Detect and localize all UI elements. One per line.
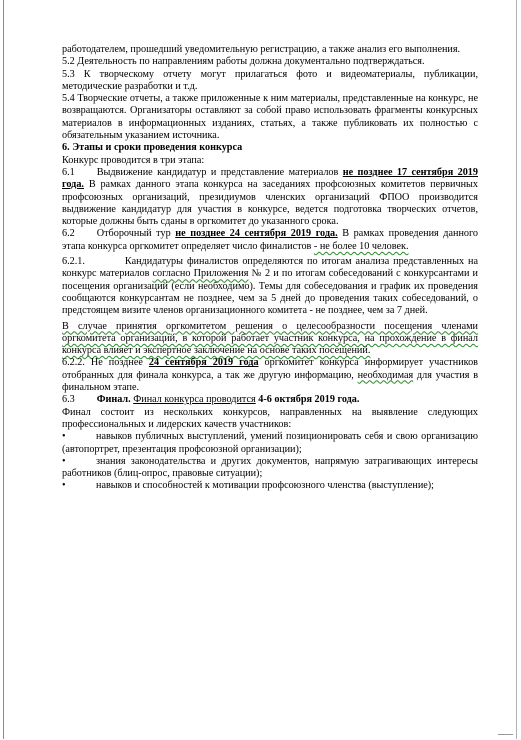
paragraph-6-2-2 <box>62 357 478 394</box>
paragraph-6-1-deadline: не позднее 17 сентября 2019 года. <box>62 166 478 191</box>
paragraph-6-2-1-text-a: Кандидатуры финалистов определяются по итогам анализа представленных на конкурс материалов <box>62 256 478 280</box>
bullet-text: навыков публичных выступлений, умений позиционировать себя и свою организацию (автопортрет, презентация профсоюзной организации); <box>62 431 478 455</box>
paragraph-6-3-number: 6.3 <box>62 394 75 406</box>
paragraph-6-2-text-a: Отборочный тур <box>96 228 176 240</box>
stages-intro: Конкурс проводится в три этапа: <box>62 154 205 166</box>
paragraph-final-intro: Финал состоит из нескольких конкурсов, направленных на выявление следующих профессиональных и лидерских качеств участников: <box>62 406 478 430</box>
page-left-edge <box>3 0 4 739</box>
paragraph-6-2-limit: - не более 10 человек. <box>313 240 409 252</box>
paragraph-6-1 <box>62 167 478 228</box>
paragraph-6-3-text: Финал конкурса проводится <box>133 394 256 406</box>
bullet-icon: • <box>62 455 66 467</box>
section-6-heading: 6. Этапы и сроки проведения конкурса <box>62 142 243 154</box>
bullet-item <box>62 456 478 481</box>
paragraph-6-2-1 <box>62 256 478 317</box>
paragraph-5-1-tail: работодателем, прошедший уведомительную регистрацию, а также анализ его выполнения. <box>62 44 461 55</box>
document-body <box>62 44 478 493</box>
paragraph-6-2 <box>62 228 478 253</box>
page-right-edge <box>516 0 517 739</box>
bullet-item <box>62 431 478 456</box>
paragraph-6-2-2-text-d: для участия в финальном этапе. <box>62 369 479 394</box>
bullet-icon: • <box>62 480 66 492</box>
paragraph-6-2-2-text-a: Не позднее <box>84 357 149 369</box>
paragraph-5-2: 5.2 Деятельность по направлениям работы должна документально подтверждаться. <box>62 56 425 68</box>
bullet-item <box>62 480 478 492</box>
paragraph-6-2-deadline: не позднее 24 сентября 2019 года. <box>175 228 338 240</box>
bullet-text: знания законодательства и других документов, напрямую затрагивающих интересы работников (блиц-опрос, правовые ситуации); <box>62 455 478 480</box>
paragraph-6-2-2-text-b: оргкомитет конкурса информирует участников отобранных для финала конкурса, а так же другую информацию, <box>62 357 478 381</box>
paragraph-6-2-2-number: 6.2.2. <box>62 357 85 369</box>
paragraph-6-3-title: Финал. <box>96 394 131 406</box>
paragraph-6-3 <box>62 394 478 406</box>
paragraph-6-2-1-number: 6.2.1. <box>62 256 85 268</box>
bullet-icon: • <box>62 431 66 443</box>
paragraph-6-1-text-b: В рамках данного этапа конкурса на заседаниях профсоюзных комитетов первичных профсоюзных организаций, президиумов членских организаций ФПОО производится выдвижение кандидатур для участия в конкурсе, ведется подготовка творческих отчетов, которые должны быть сданы в оргкомитет до указанного срока. <box>62 179 478 228</box>
paragraph-6-2-number: 6.2 <box>62 228 75 240</box>
paragraph-5-4: 5.4 Творческие отчеты, а также приложенные к ним материалы, представленные на конкурс, не возвращаются. Организаторы оставляют за собой право использовать фрагменты конкурсных материалов в информационных изданиях, статьях, а также публиковать их полностью с обязательным указанием источника. <box>62 93 478 142</box>
paragraph-6-3-date: 4-6 октября 2019 года. <box>255 394 360 406</box>
paragraph-6-2-1-reference: согласно Приложения <box>152 268 249 280</box>
paragraph-6-2-2-date: 24 сентября 2019 года <box>148 357 259 369</box>
paragraph-6-2-text-b: В рамках проведения данного этапа конкурса оргкомитет определяет число финалистов <box>62 228 479 252</box>
paragraph-visit-decision: В случае принятия оргкомитетом решения о целесообразности посещения членами оргкомитета организаций, в которой работает участник конкурса, на прохождение в финал конкурса влияет и экспертное заключение на основе таких посещений. <box>62 320 478 357</box>
bullet-text: навыков и способностей к мотивации профсоюзного членства (выступление); <box>96 480 435 492</box>
paragraph-5-3: 5.3 К творческому отчету могут прилагаться фото и видеоматериалы, публикации, методические разработки и т.д. <box>62 68 478 92</box>
paragraph-6-2-1-text-b: № 2 и по итогам собеседований с конкурсантами и посещения организаций (если необходимо). Темы для собеседования и график их проведения сообщаются конкурсантам не позднее, чем за 5 дней до проведения таких собеседований, о предстоящем визите членов организационного комитета - не позднее, чем за 7 дней. <box>62 268 479 317</box>
paragraph-6-2-2-flagged-word: необходимая <box>357 369 414 381</box>
paragraph-6-1-number: 6.1 <box>62 166 75 178</box>
paragraph-6-1-text-a: Выдвижение кандидатур и представление материалов <box>96 166 343 178</box>
page-corner-mark <box>498 734 513 740</box>
